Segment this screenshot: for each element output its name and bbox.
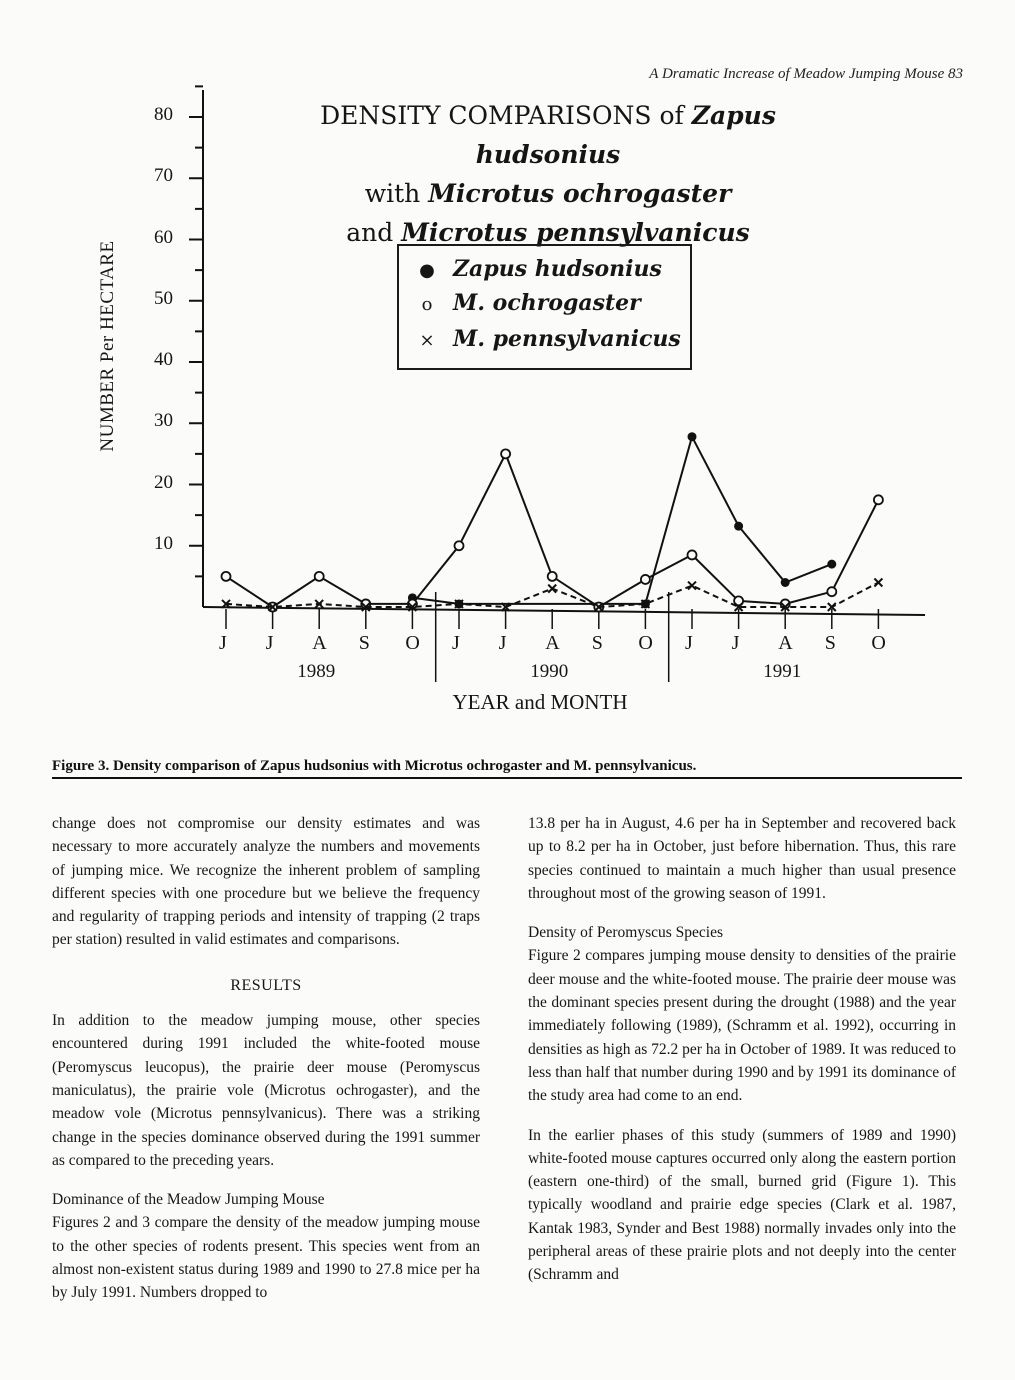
data-point-cross bbox=[548, 585, 556, 593]
filled-circle-icon: ● bbox=[419, 260, 435, 281]
data-point-open bbox=[315, 572, 324, 581]
figure-caption: Figure 3. Density comparison of Zapus hudsonius with Microtus ochrogaster and M. pennsylvanicus. bbox=[52, 758, 962, 779]
chart-title-line-3: and Microtus pennsylvanicus bbox=[346, 218, 750, 247]
legend-item-pennsylvanicus bbox=[417, 326, 687, 358]
y-tick-label: 80 bbox=[154, 104, 173, 125]
data-point-open bbox=[548, 572, 557, 581]
chart-legend bbox=[397, 244, 692, 370]
x-year-label: 1990 bbox=[530, 661, 569, 682]
x-month-label: O bbox=[871, 632, 886, 654]
paragraph: In the earlier phases of this study (summers of 1989 and 1990) white-footed mouse captures occurred only along the eastern portion (eastern one-third) of the small, burned grid (Figure 1). This typically woodland and prairie edge species (Clark et al. 1987, Kantak 1983, Synder and Best 1988) normally invades only into the peripheral areas of these prairie plots and not deeply into the center (Schramm and bbox=[528, 1126, 956, 1284]
left-column bbox=[52, 812, 480, 1305]
data-point-open bbox=[222, 572, 231, 581]
x-month-label: S bbox=[824, 632, 836, 654]
open-circle-icon: o bbox=[421, 294, 433, 315]
x-month-label: A bbox=[778, 632, 793, 654]
series-line-open-circle bbox=[226, 454, 878, 607]
y-tick-label: 10 bbox=[154, 532, 173, 554]
y-tick-label: 50 bbox=[154, 287, 173, 309]
data-point-open bbox=[827, 587, 836, 596]
section-subhead: Dominance of the Meadow Jumping Mouse bbox=[52, 1191, 325, 1209]
x-month-label: J bbox=[265, 632, 274, 654]
x-axis-label: YEAR and MONTH bbox=[452, 690, 628, 714]
y-tick-label: 60 bbox=[154, 226, 173, 248]
x-month-label: S bbox=[358, 632, 370, 654]
paragraph: In addition to the meadow jumping mouse, other species encountered during 1991 included the white-footed mouse (Peromyscus leucopus), the prairie deer mouse (Peromyscus maniculatus), the prairie vole (Microtus ochrogaster), and the meadow vole (Microtus pennsylvanicus). There was a striking change in the species dominance observed during the 1991 summer as compared to the preceding years. bbox=[52, 1012, 480, 1169]
chart-title-line-1: DENSITY COMPARISONS of Zapus hudsonius bbox=[320, 101, 776, 169]
x-axis-line bbox=[203, 607, 925, 615]
right-column bbox=[528, 812, 956, 1287]
data-point-filled bbox=[688, 432, 697, 441]
chart-title-line-2: with Microtus ochrogaster bbox=[364, 179, 732, 208]
paragraph: 13.8 per ha in August, 4.6 per ha in September and recovered back up to 8.2 per ha in October, just before hibernation. Thus, this rare species continued to maintain a much higher than usual presence throughout most of the growing season of 1991. bbox=[528, 815, 956, 902]
x-month-label: J bbox=[685, 632, 693, 654]
legend-label: Zapus hudsonius bbox=[453, 256, 662, 282]
data-point-filled bbox=[827, 560, 836, 569]
data-point-filled bbox=[781, 578, 790, 587]
paragraph: Figures 2 and 3 compare the density of the meadow jumping mouse to the other species of rodents present. This species went from an almost non-existent status during 1989 and 1990 to 27.8 mice per ha by July 1991. Numbers dropped to bbox=[52, 1214, 480, 1302]
legend-item-zapus bbox=[417, 256, 687, 288]
data-point-open bbox=[874, 495, 883, 504]
x-year-label: 1991 bbox=[763, 661, 802, 682]
data-point-open bbox=[688, 550, 697, 559]
x-year-label: 1989 bbox=[297, 661, 336, 682]
y-tick-label: 30 bbox=[154, 410, 173, 432]
cross-icon: × bbox=[419, 330, 435, 351]
running-head: A Dramatic Increase of Meadow Jumping Mouse 83 bbox=[649, 66, 963, 82]
x-month-label: O bbox=[405, 632, 420, 654]
data-point-open bbox=[641, 575, 650, 584]
x-month-label: J bbox=[452, 632, 460, 654]
legend-label: M. pennsylvanicus bbox=[453, 326, 681, 352]
section-subhead: Density of Peromyscus Species bbox=[528, 924, 724, 942]
x-month-label: J bbox=[219, 632, 227, 654]
x-month-label: O bbox=[638, 632, 653, 654]
x-month-label: J bbox=[731, 632, 740, 654]
data-point-cross bbox=[688, 582, 696, 590]
paragraph: change does not compromise our density estimates and was necessary to more accurately analyze the numbers and movements of jumping mice. We recognize the inherent problem of sampling different species with one procedure but we believe the frequency and regularity of trapping periods and intensity of trapping (2 traps per station) resulted in valid estimates and comparisons. bbox=[52, 815, 480, 949]
legend-label: M. ochrogaster bbox=[453, 290, 641, 316]
paragraph: Figure 2 compares jumping mouse density to densities of the prairie deer mouse and the white-footed mouse. The prairie deer mouse was the dominant species present during the drought (1988) and the year immediately following (1989), (Schramm et al. 1992), occurring in densities as high as 72.2 per ha in October of 1989. It was reduced to less than half that number during 1990 and by 1991 its dominance of the study area had come to an end. bbox=[528, 947, 956, 1105]
y-tick-label: 40 bbox=[154, 349, 173, 370]
results-heading: RESULTS bbox=[230, 976, 302, 994]
y-tick-label: 70 bbox=[154, 165, 173, 187]
x-month-label: S bbox=[591, 632, 603, 654]
x-month-label: A bbox=[545, 632, 560, 654]
x-month-label: J bbox=[498, 632, 507, 654]
y-axis-label: NUMBER Per HECTARE bbox=[97, 240, 118, 452]
y-tick-label: 20 bbox=[154, 471, 173, 493]
legend-item-ochrogaster bbox=[417, 290, 687, 322]
chart-title bbox=[248, 96, 848, 252]
data-point-open bbox=[455, 541, 464, 550]
data-point-filled bbox=[734, 522, 743, 531]
series-line-filled-circle bbox=[412, 437, 831, 604]
data-point-cross bbox=[874, 579, 882, 587]
data-point-open bbox=[501, 449, 510, 458]
x-month-label: A bbox=[312, 632, 327, 654]
